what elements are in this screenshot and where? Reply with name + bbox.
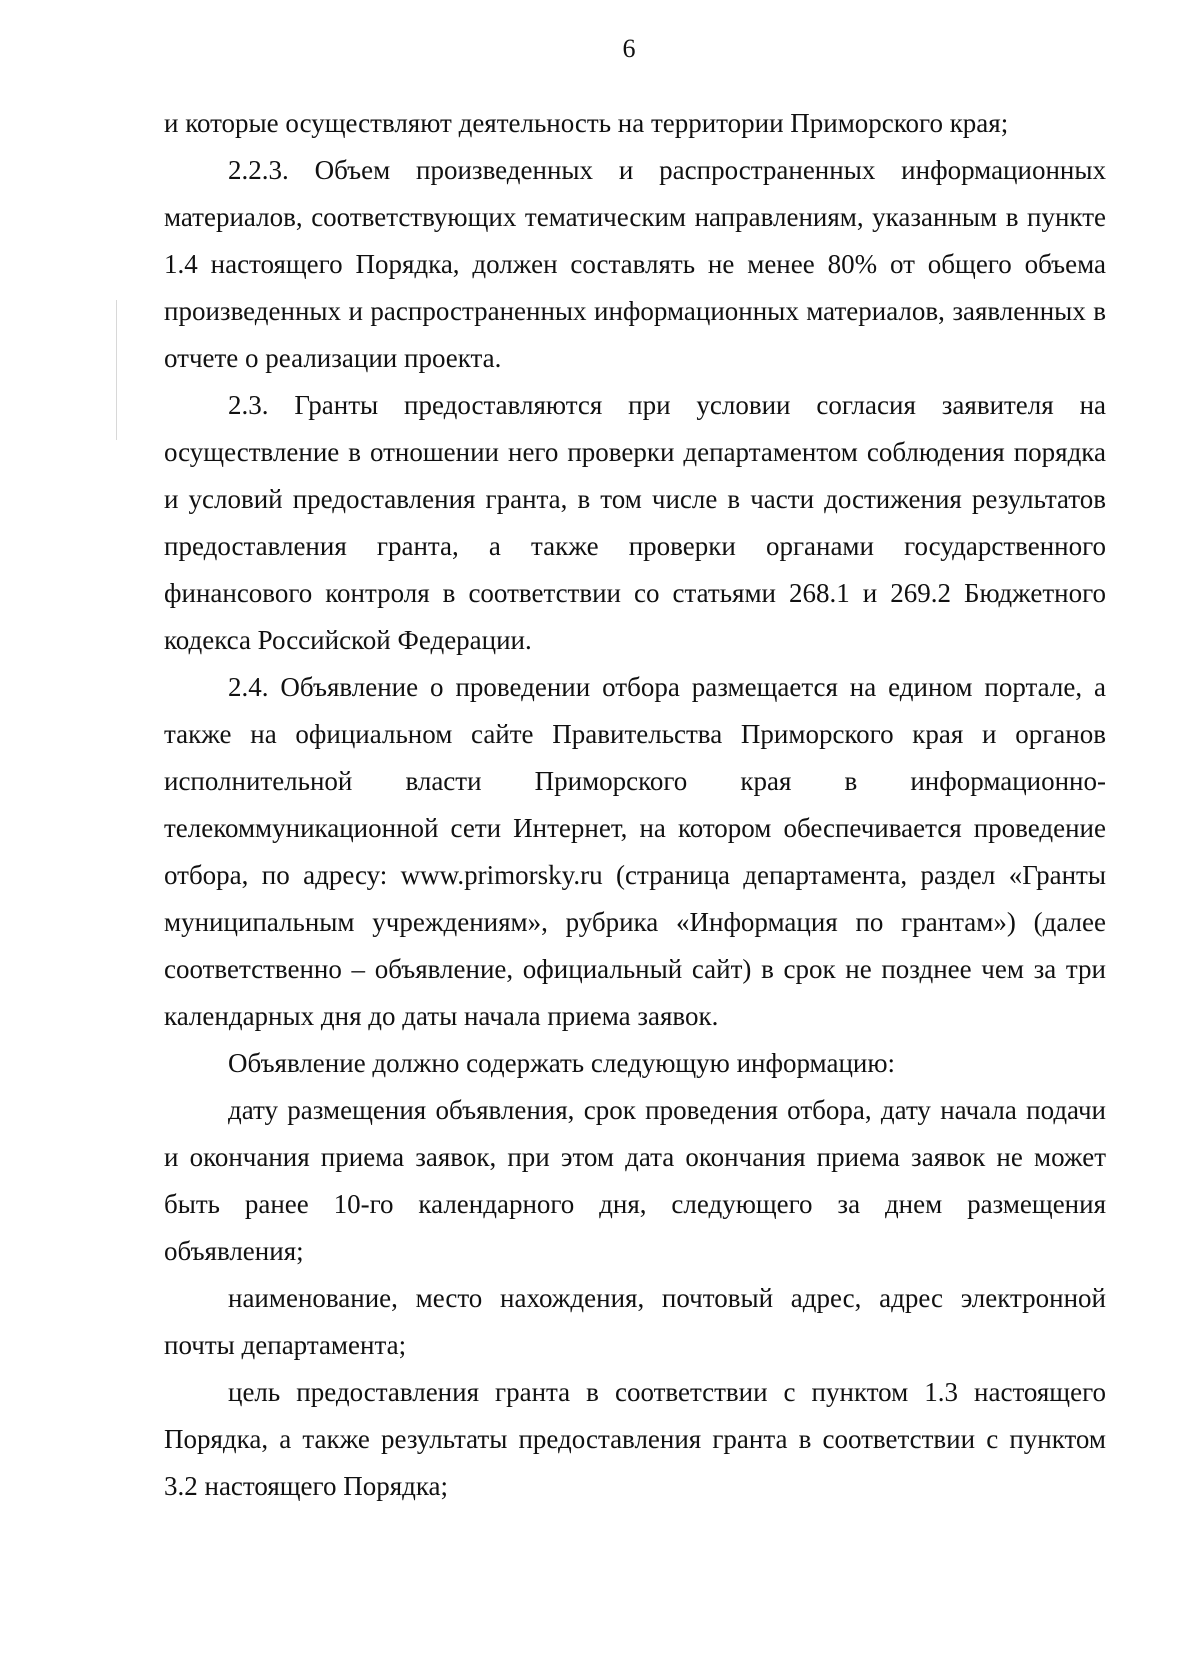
paragraph-2-2-3: 2.2.3. Объем произведенных и распространенных информационных материалов, соответствующих тематическим направлениям, указанным в пункте 1.4 настоящего Порядка, должен составлять не менее 80% от общего объема произведенных и распространенных информационных материалов, заявленных в отчете о реализации проекта. xyxy=(164,155,1106,373)
document-body xyxy=(164,100,1106,1510)
paragraph-department-contacts-item: наименование, место нахождения, почтовый адрес, адрес электронной почты департамента; xyxy=(164,1283,1106,1360)
paragraph-announcement-contents: Объявление должно содержать следующую информацию: xyxy=(228,1048,896,1078)
paragraph-dates-item: дату размещения объявления, срок проведения отбора, дату начала подачи и окончания приема заявок, при этом дата окончания приема заявок не может быть ранее 10-го календарного дня, следующего за днем размещения объявления; xyxy=(164,1095,1106,1266)
page-number: 6 xyxy=(622,34,636,63)
paragraph-continuation: и которые осуществляют деятельность на территории Приморского края; xyxy=(164,108,1009,138)
paragraph-grant-purpose-item: цель предоставления гранта в соответствии с пунктом 1.3 настоящего Порядка, а также результаты предоставления гранта в соответствии с пунктом 3.2 настоящего Порядка; xyxy=(164,1377,1106,1501)
paragraph-2-4: 2.4. Объявление о проведении отбора размещается на едином портале, а также на официальном сайте Правительства Приморского края и органов исполнительной власти Приморского края в информационно-телекоммуникационной сети Интернет, на котором обеспечивается проведение отбора, по адресу: www.primorsky.ru (страница департамента, раздел «Гранты муниципальным учреждениям», рубрика «Информация по грантам») (далее соответственно – объявление, официальный сайт) в срок не позднее чем за три календарных дня до даты начала приема заявок. xyxy=(164,672,1106,1031)
paragraph-2-3: 2.3. Гранты предоставляются при условии согласия заявителя на осуществление в отношении него проверки департаментом соблюдения порядка и условий предоставления гранта, в том числе в части достижения результатов предоставления гранта, а также проверки органами государственного финансового контроля в соответствии со статьями 268.1 и 269.2 Бюджетного кодекса Российской Федерации. xyxy=(164,390,1106,655)
scan-margin-mark xyxy=(116,300,117,440)
